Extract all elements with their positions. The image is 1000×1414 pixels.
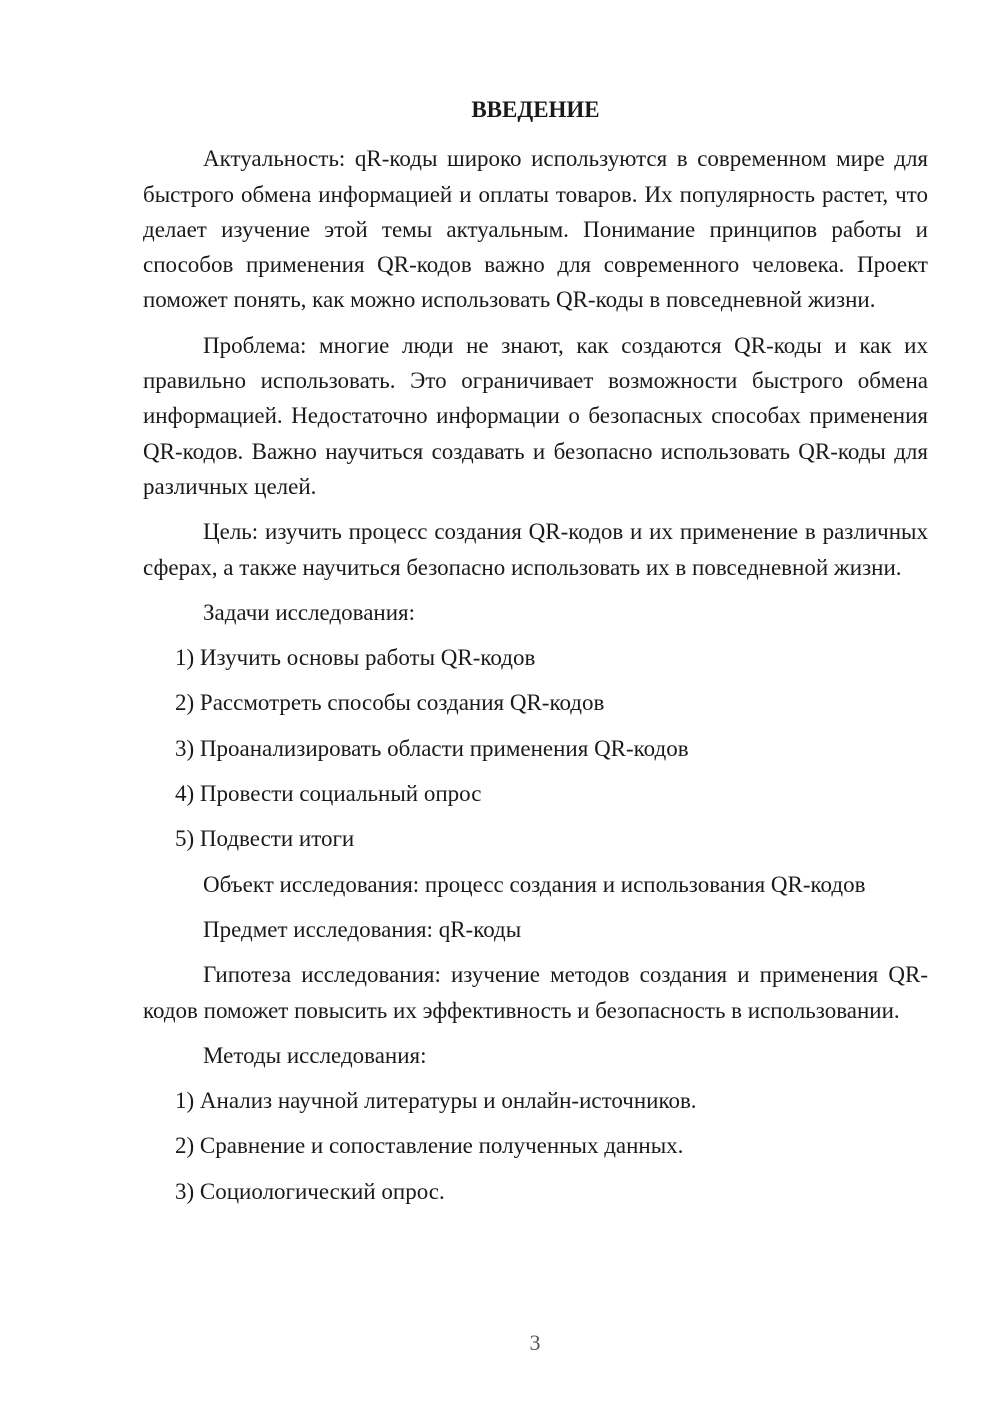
task-item: 1) Изучить основы работы QR-кодов — [175, 645, 536, 671]
tasks-heading: Задачи исследования: — [203, 599, 416, 625]
relevance-paragraph: Актуальность: qR-коды широко используются в современном мире для быстрого обмена информацией и оплаты товаров. Их популярность растет, что делает изучение этой темы актуальным. Понимание принципов работы и способов применения QR-кодов важно для современного человека. Проект поможет понять, как можно использовать QR-коды в повседневной жизни. — [143, 146, 928, 313]
hypothesis-paragraph: Гипотеза исследования: изучение методов создания и применения QR-кодов поможет повысить их эффективность и безопасность в использовании. — [143, 962, 928, 1023]
method-item: 1) Анализ научной литературы и онлайн-источников. — [175, 1088, 697, 1114]
task-item: 3) Проанализировать области применения QR-кодов — [175, 735, 689, 761]
method-item: 3) Социологический опрос. — [175, 1178, 445, 1204]
page-title: ВВЕДЕНИЕ — [471, 97, 600, 122]
problem-paragraph: Проблема: многие люди не знают, как создаются QR-коды и как их правильно использовать. Это ограничивает возможности быстрого обмена информацией. Недостаточно информации о безопасных способах применения QR-кодов. Важно научиться создавать и безопасно использовать QR-коды для различных целей. — [143, 332, 928, 499]
document-page — [143, 92, 928, 1219]
task-item: 4) Провести социальный опрос — [175, 781, 482, 807]
method-item: 2) Сравнение и сопоставление полученных данных. — [175, 1133, 684, 1159]
page-number: 3 — [529, 1330, 541, 1355]
object-paragraph: Объект исследования: процесс создания и использования QR-кодов — [203, 871, 866, 897]
methods-heading: Методы исследования: — [203, 1042, 427, 1068]
subject-paragraph: Предмет исследования: qR-коды — [203, 916, 522, 942]
goal-paragraph: Цель: изучить процесс создания QR-кодов и их применение в различных сферах, а также научиться безопасно использовать их в повседневной жизни. — [143, 519, 928, 580]
task-item: 5) Подвести итоги — [175, 826, 355, 852]
task-item: 2) Рассмотреть способы создания QR-кодов — [175, 690, 605, 716]
